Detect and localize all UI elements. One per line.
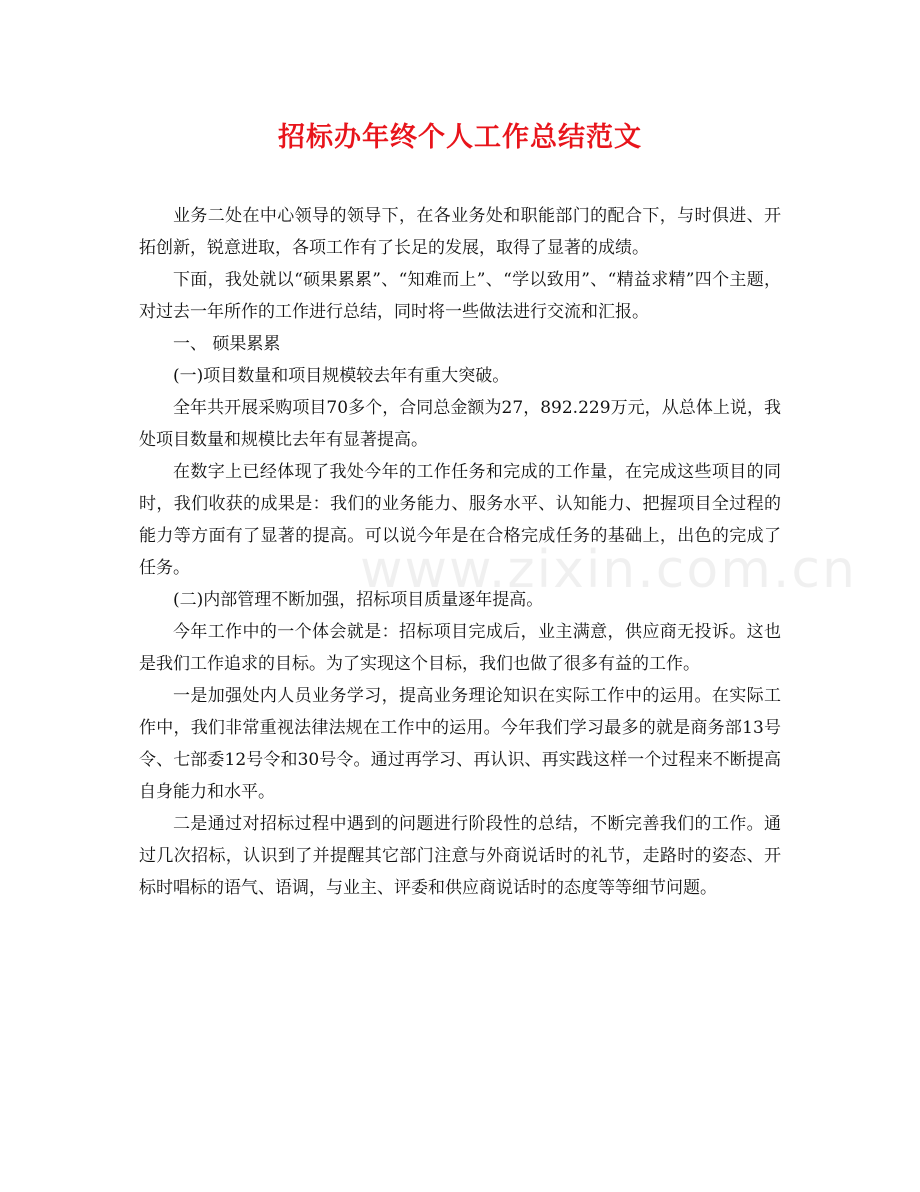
document-title: 招标办年终个人工作总结范文 [278,122,642,153]
paragraph: 全年共开展采购项目70多个，合同总金额为27，892.229万元，从总体上说，我处项目数量和规模比去年有显著提高。 [139,398,781,450]
paragraph: 业务二处在中心领导的领导下，在各业务处和职能部门的配合下，与时俱进、开拓创新，锐意进取，各项工作有了长足的发展，取得了显著的成绩。 [139,206,781,258]
paragraph: 一是加强处内人员业务学习，提高业务理论知识在实际工作中的运用。在实际工作中，我们非常重视法律法规在工作中的运用。今年我们学习最多的就是商务部13号令、七部委12号令和30号令。通过再学习、再认识、再实践这样一个过程来不断提高自身能力和水平。 [139,686,781,802]
paragraph: 二是通过对招标过程中遇到的问题进行阶段性的总结，不断完善我们的工作。通过几次招标，认识到了并提醒其它部门注意与外商说话时的礼节，走路时的姿态、开标时唱标的语气、语调，与业主、评委和供应商说话时的态度等等细节问题。 [139,814,781,898]
watermark: www.zixin.com.cn [360,540,857,600]
paragraph: 今年工作中的一个体会就是：招标项目完成后，业主满意，供应商无投诉。这也是我们工作追求的目标。为了实现这个目标，我们也做了很多有益的工作。 [139,622,781,674]
paragraph: 下面，我处就以“硕果累累”、“知难而上”、“学以致用”、“精益求精”四个主题，对过去一年所作的工作进行总结，同时将一些做法进行交流和汇报。 [139,270,781,322]
paragraph: 在数字上已经体现了我处今年的工作任务和完成的工作量，在完成这些项目的同时，我们收获的成果是：我们的业务能力、服务水平、认知能力、把握项目全过程的能力等方面有了显著的提高。可以说今年是在合格完成任务的基础上，出色的完成了任务。 [139,462,781,578]
section-heading: 一、 硕果累累 [173,334,281,354]
document-body [139,200,781,904]
subsection-heading: (一)项目数量和项目规模较去年有重大突破。 [173,366,510,386]
subsection-heading: (二)内部管理不断加强，招标项目质量逐年提高。 [173,590,544,610]
